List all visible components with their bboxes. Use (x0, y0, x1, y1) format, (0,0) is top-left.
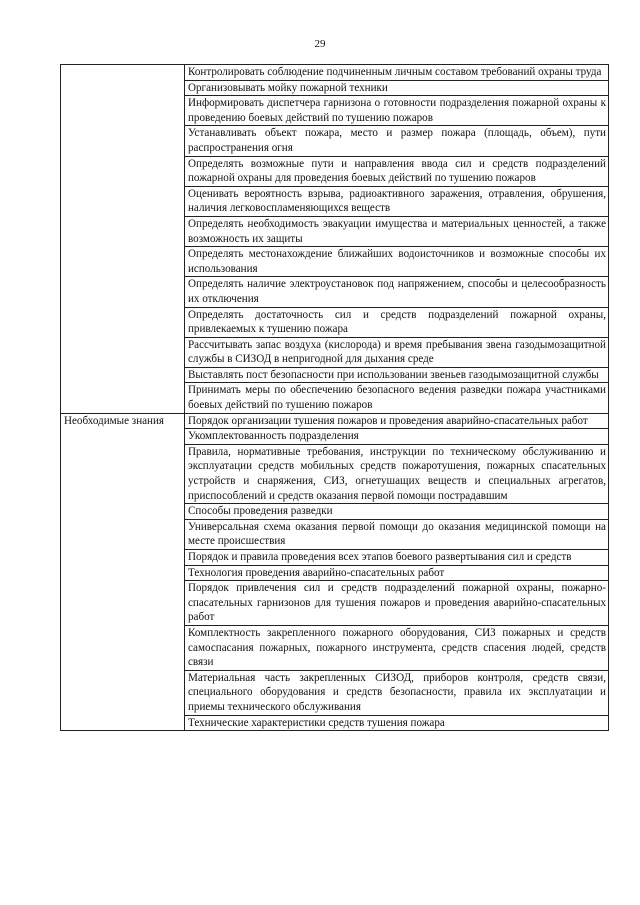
page-number: 29 (314, 38, 326, 50)
requirement-item: Организовывать мойку пожарной техники (185, 80, 609, 96)
table-row (61, 413, 609, 429)
requirement-item: Определять наличие электроустановок под напряжением, способы и целесообразность их отключения (185, 277, 609, 307)
requirement-item: Принимать меры по обеспечению безопасного ведения разведки пожара участниками боевых действий по тушению пожаров (185, 383, 609, 413)
requirement-item: Устанавливать объект пожара, место и размер пожара (площадь, объем), пути распространения огня (185, 126, 609, 156)
requirement-item: Правила, нормативные требования, инструкции по техническому обслуживанию и эксплуатации средств мобильных средств пожаротушения, пожарных спасательных устройств и снаряжения, СИЗ, огнетушащих веществ и специальных агрегатов, приспособлений и средств оказания первой помощи пострадавшим (185, 444, 609, 503)
requirement-item: Выставлять пост безопасности при использовании звеньев газодымозащитной службы (185, 367, 609, 383)
requirement-item: Порядок привлечения сил и средств подразделений пожарной охраны, пожарно-спасательных гарнизонов для тушения пожаров и проведения аварийно-спасательных работ (185, 581, 609, 626)
requirement-item: Рассчитывать запас воздуха (кислорода) и время пребывания звена газодымозащитной службы в СИЗОД в непригодной для дыхания среде (185, 337, 609, 367)
section-label (61, 65, 185, 414)
requirement-item: Контролировать соблюдение подчиненным личным составом требований охраны труда (185, 65, 609, 81)
requirement-item: Технические характеристики средств тушения пожара (185, 715, 609, 731)
competency-table (60, 64, 609, 731)
requirement-item: Определять необходимость эвакуации имущества и материальных ценностей, а также возможность их защиты (185, 216, 609, 246)
table-row (61, 65, 609, 81)
requirement-item: Определять местонахождение ближайших водоисточников и возможные способы их использования (185, 247, 609, 277)
requirement-item: Оценивать вероятность взрыва, радиоактивного заражения, отравления, обрушения, наличия легковоспламеняющихся веществ (185, 186, 609, 216)
requirement-item: Информировать диспетчера гарнизона о готовности подразделения пожарной охраны к проведению боевых действий по тушению пожаров (185, 96, 609, 126)
requirement-item: Материальная часть закрепленных СИЗОД, приборов контроля, средств связи, специального оборудования и средств безопасности, правила их эксплуатации и приемы технического обслуживания (185, 670, 609, 715)
requirement-item: Порядок организации тушения пожаров и проведения аварийно-спасательных работ (185, 413, 609, 429)
table-body (61, 65, 609, 731)
section-label: Необходимые знания (61, 413, 185, 730)
requirement-item: Порядок и правила проведения всех этапов боевого развертывания сил и средств (185, 550, 609, 566)
requirement-item: Способы проведения разведки (185, 504, 609, 520)
requirement-item: Определять возможные пути и направления ввода сил и средств подразделений пожарной охраны для проведения боевых действий по тушению пожаров (185, 156, 609, 186)
requirement-item: Универсальная схема оказания первой помощи до оказания медицинской помощи на месте происшествия (185, 519, 609, 549)
requirement-item: Комплектность закрепленного пожарного оборудования, СИЗ пожарных и средств самоспасания пожарных, пожарного инструмента, средств спасения людей, средств связи (185, 625, 609, 670)
requirement-item: Определять достаточность сил и средств подразделений пожарной охраны, привлекаемых к тушению пожара (185, 307, 609, 337)
requirement-item: Технология проведения аварийно-спасательных работ (185, 565, 609, 581)
requirement-item: Укомплектованность подразделения (185, 429, 609, 445)
